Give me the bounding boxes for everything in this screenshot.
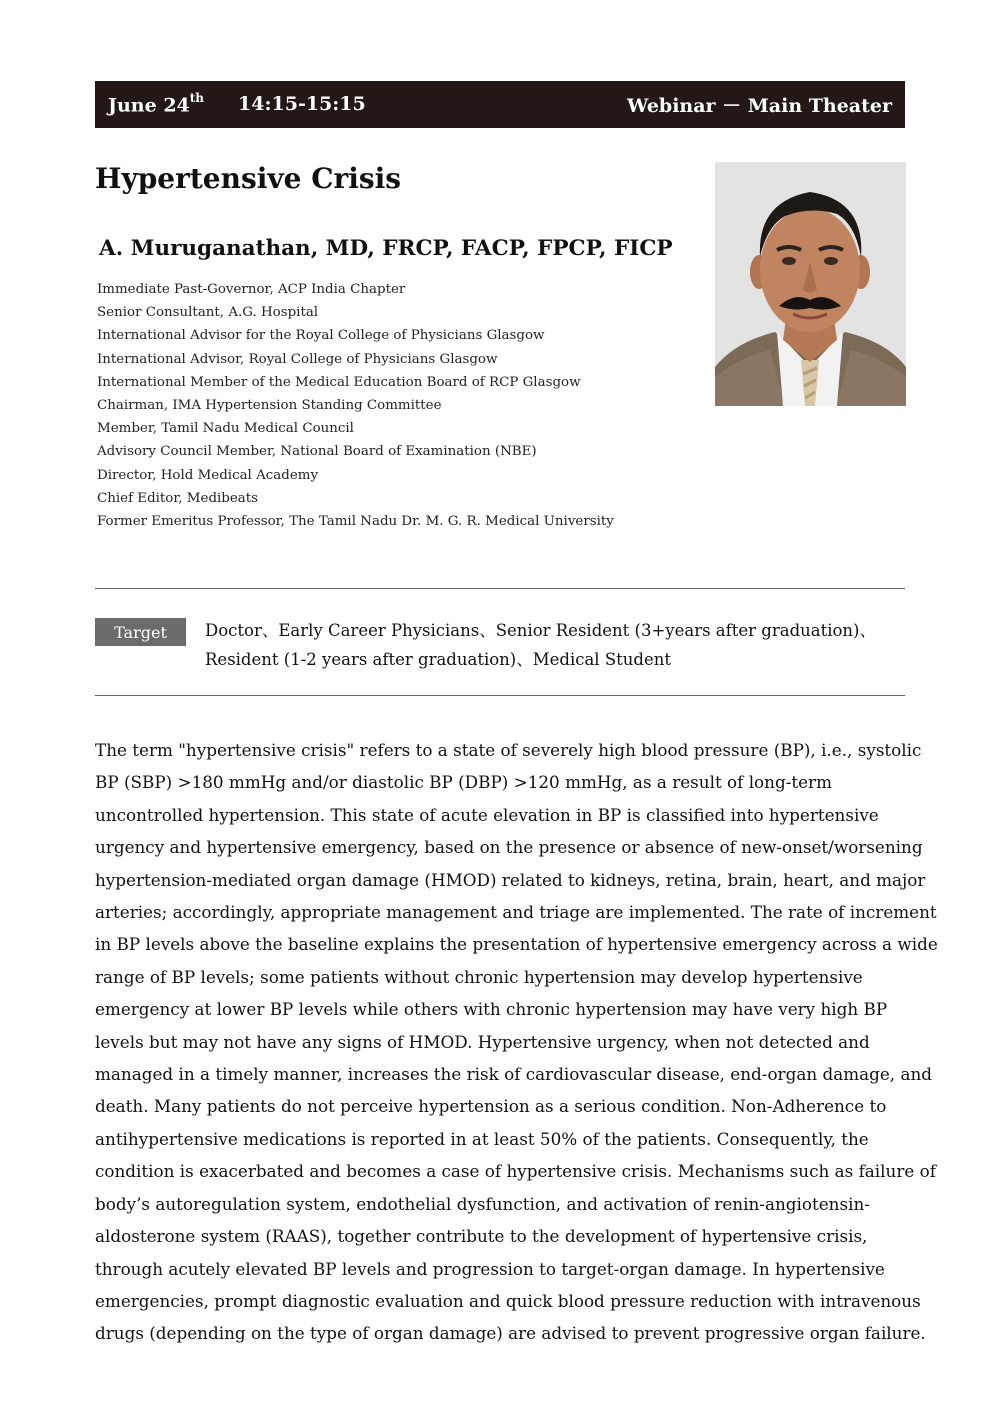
affiliation-item: International Advisor, Royal College of Physicians Glasgow (97, 351, 498, 367)
abstract-line: through acutely elevated BP levels and progression to target-organ damage. In hypertensive (95, 1258, 885, 1279)
abstract-line: emergencies, prompt diagnostic evaluation and quick blood pressure reduction with intravenous (95, 1290, 921, 1311)
abstract-line: range of BP levels; some patients without chronic hypertension may develop hypertensive (95, 966, 863, 987)
affiliation-item: International Member of the Medical Education Board of RCP Glasgow (97, 374, 581, 390)
abstract-line: BP (SBP) >180 mmHg and/or diastolic BP (DBP) >120 mmHg, as a result of long-term (95, 772, 832, 793)
speaker-photo (715, 162, 906, 406)
affiliation-item: Immediate Past-Governor, ACP India Chapter (97, 282, 406, 297)
abstract-line: The term "hypertensive crisis" refers to a state of severely high blood pressure (BP), i.e., systolic (95, 740, 922, 760)
abstract-line: urgency and hypertensive emergency, based on the presence or absence of new-onset/worsening (95, 837, 923, 858)
target-audience-line: Resident (1-2 years after graduation)、Medical Student (205, 650, 671, 669)
session-time: 14:15-15:15 (238, 93, 366, 116)
session-date: June 24th (108, 90, 205, 117)
abstract-line: body’s autoregulation system, endothelial dysfunction, and activation of renin-angiotensin- (95, 1193, 870, 1214)
section-divider-top (95, 588, 905, 589)
abstract-line: antihypertensive medications is reported in at least 50% of the patients. Consequently, the (95, 1128, 869, 1149)
target-badge: Target (95, 618, 186, 646)
target-audience-line: Doctor、Early Career Physicians、Senior Resident (3+years after graduation)、 (205, 621, 876, 640)
affiliation-item: Advisory Council Member, National Board of Examination (NBE) (97, 444, 537, 460)
abstract-line: aldosterone system (RAAS), together contribute to the development of hypertensive crisis, (95, 1226, 868, 1247)
affiliation-item: International Advisor for the Royal College of Physicians Glasgow (97, 328, 545, 344)
speaker-affiliations (97, 278, 697, 533)
session-header-bar (95, 81, 905, 128)
affiliation-item: Chief Editor, Medibeats (97, 490, 259, 506)
abstract-line: emergency at lower BP levels while others with chronic hypertension may have very high BP (95, 999, 888, 1020)
abstract-line: managed in a timely manner, increases the risk of cardiovascular disease, end-organ damage, and (95, 1064, 933, 1085)
abstract-line: levels but may not have any signs of HMOD. Hypertensive urgency, when not detected and (95, 1031, 870, 1052)
affiliation-item: Director, Hold Medical Academy (97, 467, 319, 483)
affiliation-item: Senior Consultant, A.G. Hospital (97, 305, 319, 321)
abstract-line: death. Many patients do not perceive hypertension as a serious condition. Non-Adherence to (95, 1096, 887, 1117)
speaker-name: A. Muruganathan, MD, FRCP, FACP, FPCP, FICP (99, 236, 673, 261)
abstract-line: uncontrolled hypertension. This state of acute elevation in BP is classified into hypertensive (95, 804, 879, 825)
date-ordinal-suffix: th (189, 90, 205, 105)
talk-title: Hypertensive Crisis (95, 162, 402, 195)
section-divider-bottom (95, 695, 905, 696)
abstract-paragraph (95, 734, 938, 1350)
abstract-line: in BP levels above the baseline explains the presentation of hypertensive emergency across a wide (95, 934, 938, 955)
affiliation-item: Member, Tamil Nadu Medical Council (97, 421, 354, 437)
session-datetime (108, 90, 366, 117)
affiliation-item: Former Emeritus Professor, The Tamil Nadu Dr. M. G. R. Medical University (97, 514, 614, 530)
abstract-line: hypertension-mediated organ damage (HMOD) related to kidneys, retina, brain, heart, and major (95, 869, 926, 890)
session-venue: Webinar － Main Theater (627, 95, 892, 117)
abstract-line: condition is exacerbated and becomes a case of hypertensive crisis. Mechanisms such as failure of (95, 1161, 936, 1182)
target-audience (205, 616, 895, 674)
abstract-line: drugs (depending on the type of organ damage) are advised to prevent progressive organ failure. (95, 1323, 926, 1344)
abstract-line: arteries; accordingly, appropriate management and triage are implemented. The rate of increment (95, 902, 937, 923)
affiliation-item: Chairman, IMA Hypertension Standing Committee (97, 398, 442, 414)
